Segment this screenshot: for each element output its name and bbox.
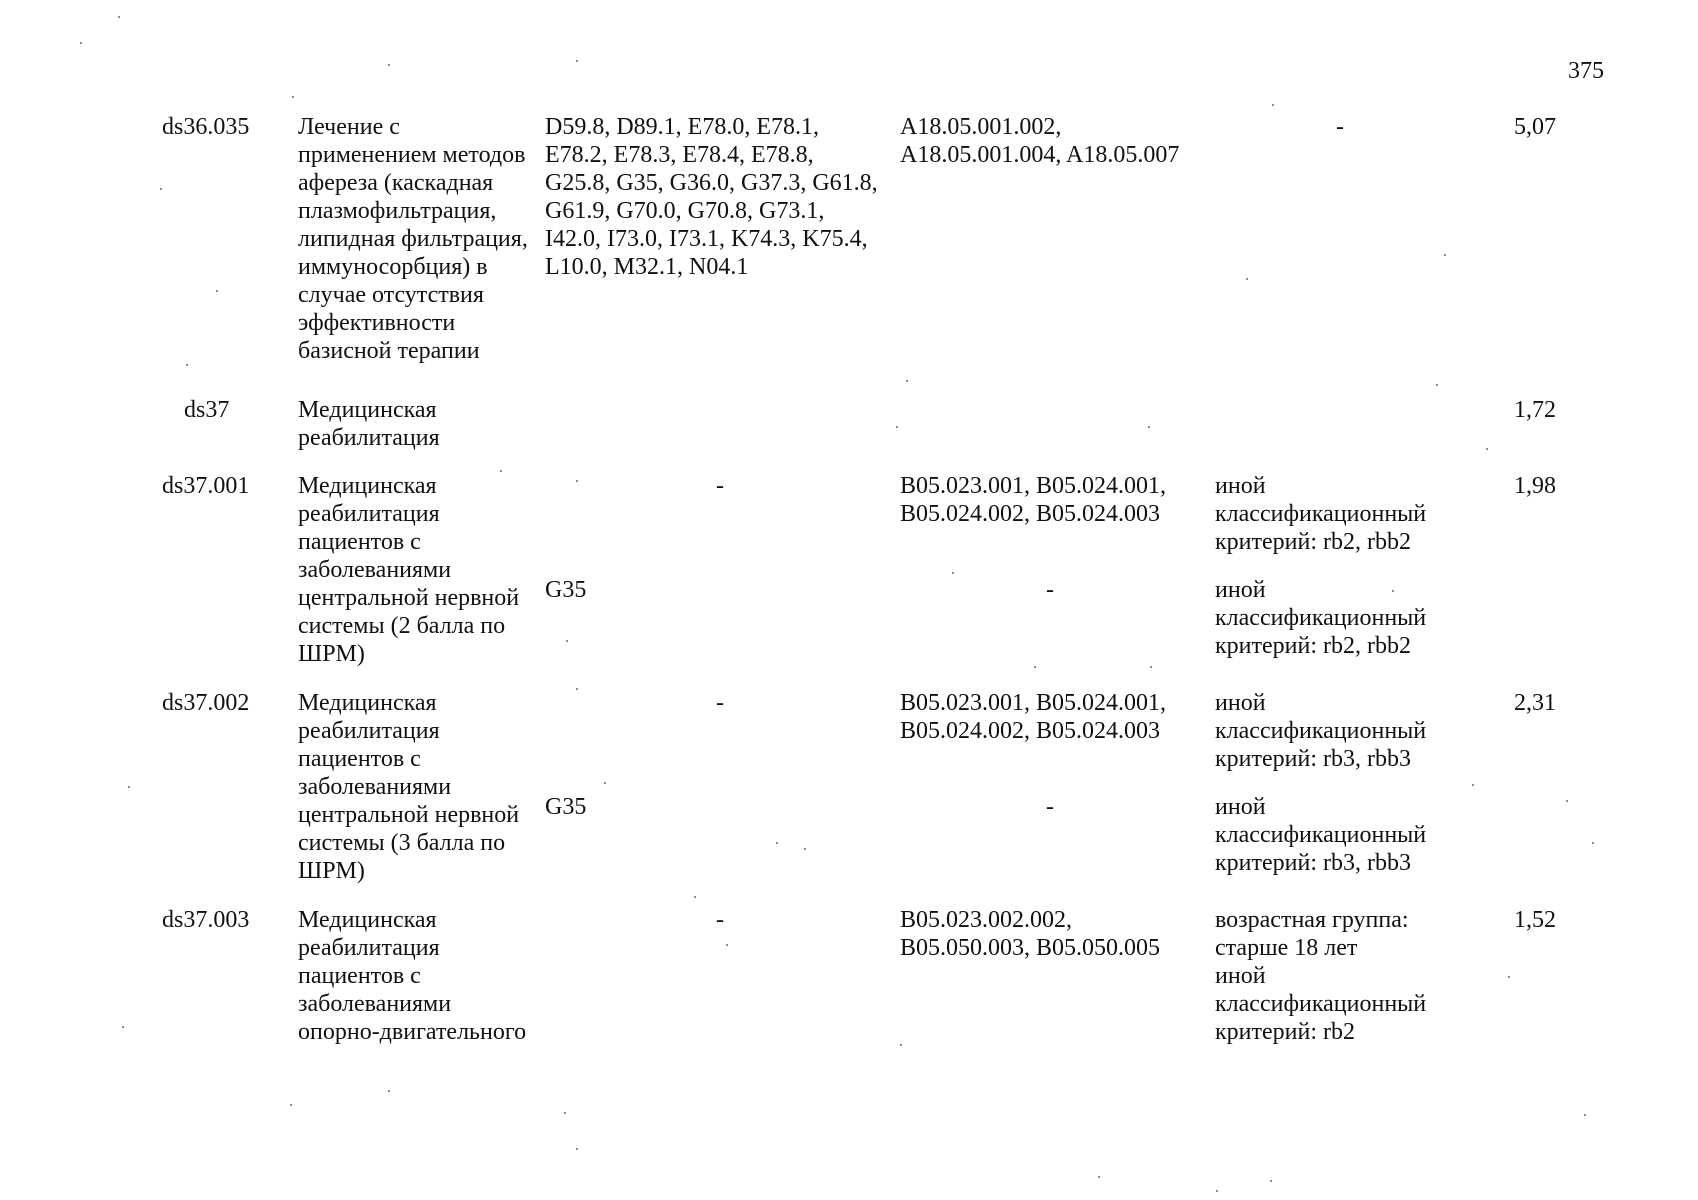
scan-speck — [564, 1112, 566, 1114]
row-name: Медицинская реабилитация пациентов с заболеваниями центральной нервной системы (2 балла по ШРМ) — [298, 473, 520, 667]
row-criteria: иной классификационный критерий: rb3, rbb3 — [1215, 690, 1427, 772]
row-diagnoses: - — [716, 690, 724, 716]
scan-speck — [1444, 254, 1446, 256]
row-criteria: - — [1336, 114, 1344, 140]
row-coefficient: 1,98 — [1514, 473, 1556, 499]
row-code: ds37.003 — [162, 907, 250, 933]
scan-speck — [1270, 1180, 1272, 1182]
scan-speck — [1436, 384, 1438, 386]
row-coefficient: 5,07 — [1514, 114, 1556, 140]
scan-speck — [1216, 1190, 1218, 1192]
scan-speck — [1392, 590, 1394, 592]
scan-speck — [122, 1026, 124, 1028]
row-services: B05.023.001, B05.024.001, B05.024.002, B05.024.003 — [900, 690, 1167, 744]
scan-speck — [566, 640, 568, 642]
scan-speck — [1246, 278, 1248, 280]
row-code: ds37 — [184, 397, 230, 423]
scan-speck — [604, 782, 606, 784]
row-name: Медицинская реабилитация пациентов с заболеваниями центральной нервной системы (3 балла по ШРМ) — [298, 690, 520, 884]
row-coefficient: 1,52 — [1514, 907, 1556, 933]
scan-speck — [388, 1090, 390, 1092]
scan-speck — [896, 426, 898, 428]
scan-speck — [776, 842, 778, 844]
row-criteria: иной классификационный критерий: rb3, rbb3 — [1215, 794, 1427, 876]
scan-speck — [1472, 784, 1474, 786]
scan-speck — [216, 290, 218, 292]
scan-speck — [80, 42, 82, 44]
scan-speck — [576, 60, 578, 62]
scan-speck — [500, 470, 502, 472]
scan-speck — [1508, 976, 1510, 978]
scan-speck — [804, 848, 806, 850]
scan-speck — [292, 96, 294, 98]
scan-speck — [576, 688, 578, 690]
row-name: Медицинская реабилитация — [298, 397, 440, 451]
row-diagnoses: - — [716, 473, 724, 499]
scan-speck — [1148, 426, 1150, 428]
row-code: ds37.002 — [162, 690, 250, 716]
row-services: - — [1046, 577, 1054, 603]
row-criteria: возрастная группа: старше 18 лет иной классификационный критерий: rb2 — [1215, 907, 1427, 1045]
scan-speck — [1566, 800, 1568, 802]
scan-speck — [1584, 1114, 1586, 1116]
scan-speck — [388, 64, 390, 66]
row-code: ds37.001 — [162, 473, 250, 499]
scan-speck — [694, 896, 696, 898]
row-name: Медицинская реабилитация пациентов с заболеваниями опорно-двигательного — [298, 907, 527, 1045]
page-number: 375 — [1568, 58, 1604, 84]
row-diagnoses: G35 — [545, 577, 587, 603]
scan-speck — [1486, 448, 1488, 450]
scan-speck — [186, 364, 188, 366]
row-services: B05.023.001, B05.024.001, B05.024.002, B05.024.003 — [900, 473, 1167, 527]
row-diagnoses: D59.8, D89.1, E78.0, E78.1, E78.2, E78.3, E78.4, E78.8, G25.8, G35, G36.0, G37.3, G61.8, G61.9, G70.0, G70.8, G73.1, I42.0, I73.0, I73.1, K74.3, K75.4, L10.0, M32.1, N04.1 — [545, 114, 878, 280]
scan-speck — [576, 1148, 578, 1150]
scan-speck — [128, 786, 130, 788]
scan-speck — [118, 16, 120, 18]
scan-speck — [290, 1104, 292, 1106]
scan-speck — [906, 380, 908, 382]
scan-speck — [1592, 842, 1594, 844]
scan-speck — [160, 188, 162, 190]
row-services: A18.05.001.002, A18.05.001.004, A18.05.007 — [900, 114, 1180, 168]
scan-speck — [726, 944, 728, 946]
row-criteria: иной классификационный критерий: rb2, rbb2 — [1215, 577, 1427, 659]
row-services: B05.023.002.002, B05.050.003, B05.050.005 — [900, 907, 1161, 961]
row-coefficient: 2,31 — [1514, 690, 1556, 716]
row-services: - — [1046, 794, 1054, 820]
scan-speck — [1098, 1176, 1100, 1178]
row-diagnoses: - — [716, 907, 724, 933]
scan-speck — [576, 480, 578, 482]
scan-speck — [1150, 666, 1152, 668]
scan-speck — [900, 1044, 902, 1046]
scan-speck — [952, 572, 954, 574]
scan-speck — [1034, 666, 1036, 668]
row-diagnoses: G35 — [545, 794, 587, 820]
row-code: ds36.035 — [162, 114, 250, 140]
scan-speck — [1272, 104, 1274, 106]
row-name: Лечение с применением методов афереза (каскадная плазмофильтрация, липидная фильтрация, иммуносорбция) в случае отсутствия эффективности базисной терапии — [298, 114, 528, 364]
row-coefficient: 1,72 — [1514, 397, 1556, 423]
row-criteria: иной классификационный критерий: rb2, rbb2 — [1215, 473, 1427, 555]
